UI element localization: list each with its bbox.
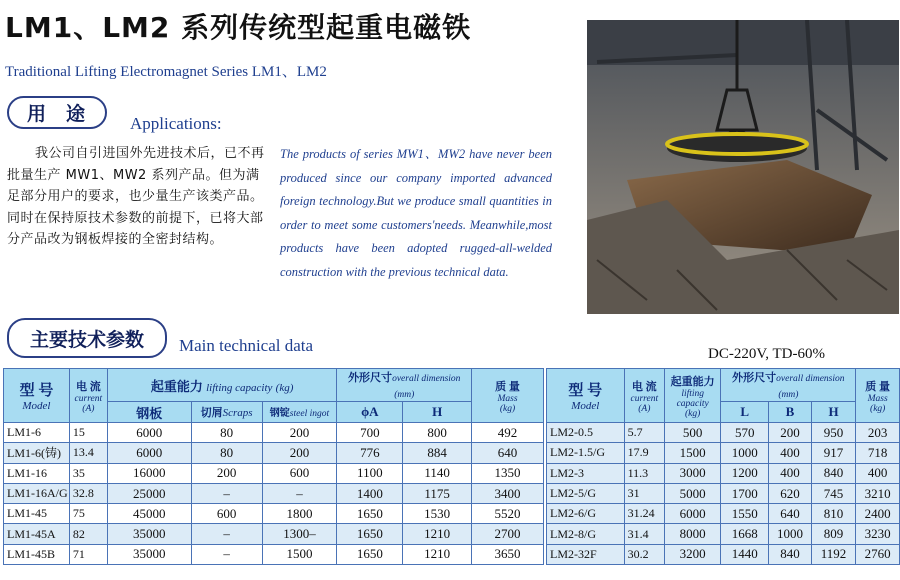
- table-cell: 75: [69, 504, 107, 524]
- table-cell: 45000: [107, 504, 191, 524]
- table-cell: 620: [769, 483, 812, 503]
- table-cell: 31.4: [624, 524, 664, 544]
- table-cell: 718: [856, 443, 900, 463]
- table-cell: 1650: [337, 524, 403, 544]
- table-cell: 809: [811, 524, 856, 544]
- model-cell: LM2-5/G: [547, 483, 625, 503]
- header-ingot: 钢锭steel ingot: [262, 402, 337, 423]
- header-L: L: [721, 402, 769, 423]
- table-cell: 2760: [856, 544, 900, 564]
- table-row: [547, 463, 900, 483]
- table-cell: 1192: [811, 544, 856, 564]
- table-cell: 1650: [337, 504, 403, 524]
- table-cell: 776: [337, 443, 403, 463]
- model-cell: LM1-6(铸): [4, 443, 70, 463]
- header-H: H: [811, 402, 856, 423]
- table-cell: 700: [337, 423, 403, 443]
- table-cell: 2700: [472, 524, 544, 544]
- table-cell: 200: [262, 443, 337, 463]
- model-cell: LM1-45B: [4, 544, 70, 564]
- table-cell: 80: [191, 423, 262, 443]
- table-cell: 1000: [769, 524, 812, 544]
- table-cell: 5.7: [624, 423, 664, 443]
- table-row: [547, 443, 900, 463]
- table-cell: 17.9: [624, 443, 664, 463]
- table-row: [547, 504, 900, 524]
- tech-data-label: 主要技术参数: [7, 318, 167, 358]
- model-cell: LM1-16: [4, 463, 70, 483]
- table-cell: 400: [769, 443, 812, 463]
- table-cell: 15: [69, 423, 107, 443]
- header-model: 型 号 Model: [4, 369, 70, 423]
- table-cell: 1550: [721, 504, 769, 524]
- applications-label: 用途: [7, 96, 107, 129]
- table-cell: 400: [769, 463, 812, 483]
- applications-text-cn: 我公司自引进国外先进技术后，已不再批量生产 MW1、MW2 系列产品。但为满足部分用户的要求，也少量生产该类产品。同时在保持原技术参数的前提下，已将大部分产品改为钢板焊接的全密封结构。: [7, 146, 265, 247]
- header-plate: 钢板: [107, 402, 191, 423]
- table-cell: 35000: [107, 544, 191, 564]
- applications-label-en: Applications:: [130, 114, 222, 133]
- table-cell: 3200: [665, 544, 721, 564]
- table-row: [547, 483, 900, 503]
- table-cell: 745: [811, 483, 856, 503]
- table-cell: 3230: [856, 524, 900, 544]
- table-cell: 3000: [665, 463, 721, 483]
- table-cell: 200: [262, 423, 337, 443]
- header-lift: 起重能力 lifting capacity (kg): [665, 369, 721, 423]
- header-dimension: 外形尺寸overall dimension (mm): [721, 369, 856, 402]
- header-dimension: 外形尺寸overall dimension (mm): [337, 369, 472, 402]
- table-cell: 2400: [856, 504, 900, 524]
- table-cell: 1400: [337, 483, 403, 503]
- header-scraps: 切屑Scraps: [191, 402, 262, 423]
- table-cell: 1350: [472, 463, 544, 483]
- table-cell: 71: [69, 544, 107, 564]
- table-row: [4, 544, 544, 564]
- table-cell: –: [191, 544, 262, 564]
- table-row: [547, 524, 900, 544]
- table-cell: 32.8: [69, 483, 107, 503]
- table-cell: 1300–: [262, 524, 337, 544]
- model-cell: LM2-8/G: [547, 524, 625, 544]
- header-model: 型 号 Model: [547, 369, 625, 423]
- page-subtitle: Traditional Lifting Electromagnet Series LM1、LM2: [5, 64, 327, 80]
- header-lift: 起重能力 lifting capacity (kg): [107, 369, 337, 402]
- table-cell: 1668: [721, 524, 769, 544]
- header-phiA: ϕA: [337, 402, 403, 423]
- table-cell: 884: [403, 443, 472, 463]
- table-cell: 1500: [262, 544, 337, 564]
- model-cell: LM2-0.5: [547, 423, 625, 443]
- lm1-spec-table: [3, 368, 544, 565]
- table-cell: 492: [472, 423, 544, 443]
- table-row: [4, 423, 544, 443]
- table-cell: 5520: [472, 504, 544, 524]
- table-cell: 1000: [721, 443, 769, 463]
- table-cell: 35000: [107, 524, 191, 544]
- table-cell: 3400: [472, 483, 544, 503]
- table-cell: 200: [191, 463, 262, 483]
- model-cell: LM2-3: [547, 463, 625, 483]
- model-cell: LM1-6: [4, 423, 70, 443]
- table-cell: 1500: [665, 443, 721, 463]
- table-cell: 640: [472, 443, 544, 463]
- model-cell: LM2-32F: [547, 544, 625, 564]
- table-cell: 570: [721, 423, 769, 443]
- table-cell: 1210: [403, 544, 472, 564]
- table-cell: 8000: [665, 524, 721, 544]
- table-cell: 1100: [337, 463, 403, 483]
- table-cell: 1440: [721, 544, 769, 564]
- table-cell: 6000: [107, 423, 191, 443]
- header-H: H: [403, 402, 472, 423]
- model-cell: LM1-45: [4, 504, 70, 524]
- table-cell: 500: [665, 423, 721, 443]
- header-B: B: [769, 402, 812, 423]
- table-cell: 30.2: [624, 544, 664, 564]
- table-cell: 1200: [721, 463, 769, 483]
- table-row: [4, 524, 544, 544]
- table-cell: 1210: [403, 524, 472, 544]
- table-cell: –: [262, 483, 337, 503]
- table-row: [4, 443, 544, 463]
- table-cell: 16000: [107, 463, 191, 483]
- table-cell: –: [191, 524, 262, 544]
- model-cell: LM1-16A/G: [4, 483, 70, 503]
- table-cell: 810: [811, 504, 856, 524]
- table-cell: 1530: [403, 504, 472, 524]
- table-cell: 600: [262, 463, 337, 483]
- applications-text-en: The products of series MW1、MW2 have never been produced since our company imported advanced foreign technology.But we produce small quantities in order to meet some customers'needs. Meanwhile,most products have been adopted rugged-all-welded construction with the previous technical data.: [280, 147, 552, 279]
- table-cell: 3210: [856, 483, 900, 503]
- table-cell: 840: [769, 544, 812, 564]
- table-cell: 1140: [403, 463, 472, 483]
- table-cell: 35: [69, 463, 107, 483]
- model-cell: LM2-1.5/G: [547, 443, 625, 463]
- table-row: [4, 463, 544, 483]
- table-cell: 31: [624, 483, 664, 503]
- header-mass: 质 量 Mass (kg): [856, 369, 900, 423]
- table-cell: 31.24: [624, 504, 664, 524]
- table-cell: 840: [811, 463, 856, 483]
- model-cell: LM2-6/G: [547, 504, 625, 524]
- table-cell: 1175: [403, 483, 472, 503]
- power-note: DC-220V, TD-60%: [708, 346, 825, 362]
- table-cell: 400: [856, 463, 900, 483]
- table-cell: 13.4: [69, 443, 107, 463]
- table-cell: 600: [191, 504, 262, 524]
- lm2-spec-table: [546, 368, 900, 565]
- table-cell: 6000: [107, 443, 191, 463]
- table-cell: 203: [856, 423, 900, 443]
- table-cell: –: [191, 483, 262, 503]
- header-current: 电 流 current (A): [624, 369, 664, 423]
- table-row: [4, 504, 544, 524]
- table-cell: 1700: [721, 483, 769, 503]
- table-cell: 3650: [472, 544, 544, 564]
- header-current: 电 流 current (A): [69, 369, 107, 423]
- table-cell: 6000: [665, 504, 721, 524]
- table-cell: 11.3: [624, 463, 664, 483]
- table-row: [547, 544, 900, 564]
- table-cell: 917: [811, 443, 856, 463]
- lifting-magnet-photo: [587, 20, 899, 314]
- table-row: [4, 483, 544, 503]
- table-cell: 640: [769, 504, 812, 524]
- table-cell: 82: [69, 524, 107, 544]
- table-cell: 25000: [107, 483, 191, 503]
- table-cell: 1800: [262, 504, 337, 524]
- table-cell: 800: [403, 423, 472, 443]
- table-cell: 80: [191, 443, 262, 463]
- tech-data-label-en: Main technical data: [179, 336, 314, 355]
- header-mass: 质 量 Mass (kg): [472, 369, 544, 423]
- table-cell: 950: [811, 423, 856, 443]
- table-row: [547, 423, 900, 443]
- page-title: LM1、LM2 系列传统型起重电磁铁: [5, 11, 472, 44]
- model-cell: LM1-45A: [4, 524, 70, 544]
- table-cell: 200: [769, 423, 812, 443]
- table-cell: 1650: [337, 544, 403, 564]
- table-cell: 5000: [665, 483, 721, 503]
